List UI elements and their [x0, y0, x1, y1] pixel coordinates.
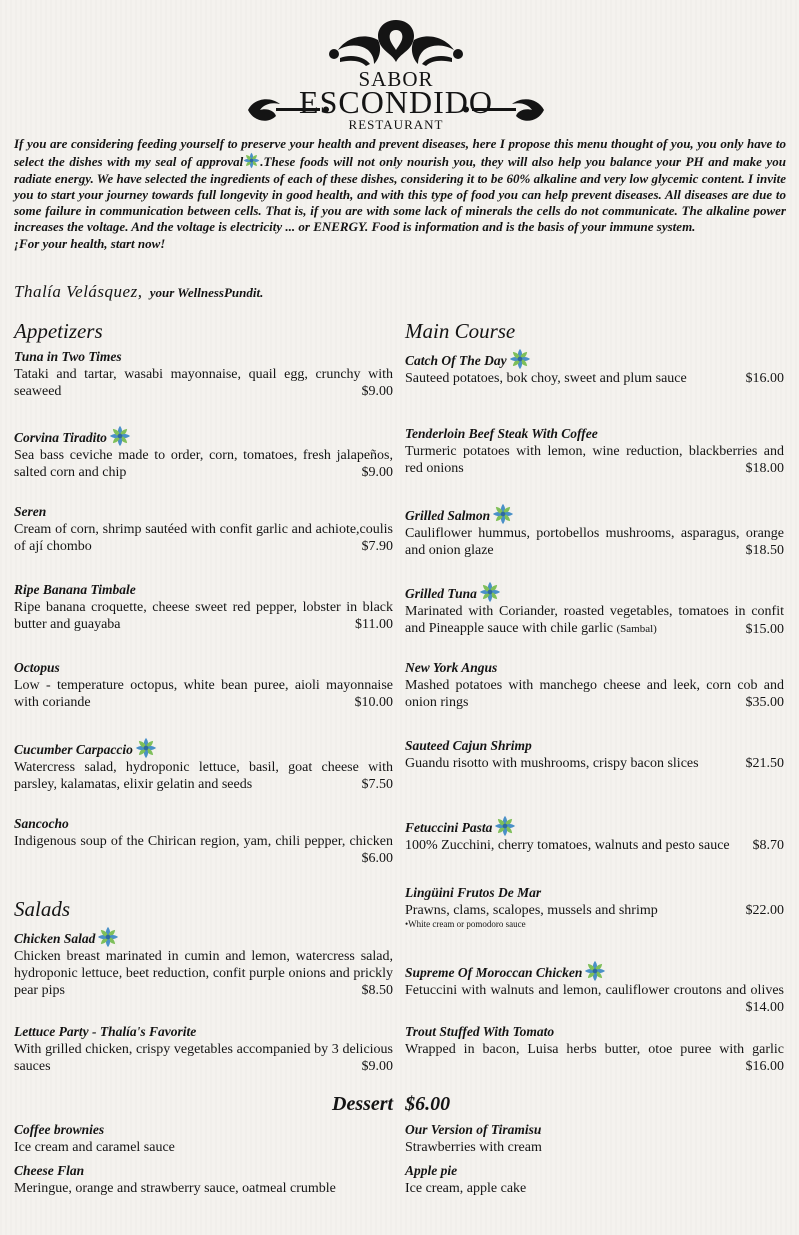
intro-part-2: .These foods will not only nourish you, they will also help you balance your PH and make you radiate energy. We have selected the ingredients of each of these dishes, considering it to be 60% alkaline and very low glycemic content. I invite you to start your journey towards full longevity in good health, and with this type of food you can help prevent diseases. All diseases are due to some failure in communication between cells. That is, if you are with some lack of minerals the cells do not communicate. The alkaline power increases the voltage. And the voltage is electricity ... or ENERGY. Food is information and is the basis of your immune system. — [14, 154, 786, 235]
menu-item — [14, 425, 393, 481]
menu-item-name — [405, 581, 784, 603]
brand-name: ESCONDIDO — [299, 84, 493, 120]
menu-item-name-text: Tuna in Two Times — [14, 349, 122, 364]
menu-item — [405, 737, 784, 772]
menu-item-price: $9.00 — [361, 384, 393, 399]
menu-item-name — [14, 1023, 393, 1041]
menu-item-name-text: Catch Of The Day — [405, 353, 507, 368]
menu-item-price: $22.00 — [745, 903, 784, 918]
menu-item-description — [405, 525, 784, 559]
menu-item — [14, 659, 393, 711]
intro-part-1: If you are considering feeding yourself to preserve your health and prevent diseases, here I propose this menu thought of you, you only have to select the dishes with my seal of approval — [14, 136, 786, 170]
dessert-title: Dessert — [332, 1093, 394, 1115]
menu-item-name — [14, 659, 393, 677]
menu-item-name-text: Supreme Of Moroccan Chicken — [405, 965, 583, 980]
menu-item — [14, 737, 393, 793]
menu-item-price: $11.00 — [355, 617, 393, 632]
menu-item-description — [405, 755, 784, 772]
menu-item — [405, 581, 784, 638]
menu-item-price: $15.00 — [745, 622, 784, 637]
menu-item — [405, 348, 784, 387]
menu-item-name — [405, 815, 784, 837]
menu-item-name-text: Grilled Tuna — [405, 586, 477, 601]
menu-item-description — [14, 599, 393, 633]
dessert-item-name: Coffee brownies — [14, 1122, 105, 1137]
salads-title: Salads — [14, 897, 71, 921]
dessert-item-description: Strawberries with cream — [405, 1140, 542, 1155]
menu-item-price: $21.50 — [745, 756, 784, 771]
brand-line-1: SABOR — [358, 67, 434, 91]
seal-icon — [135, 737, 157, 759]
seal-icon — [584, 960, 606, 982]
dessert-header — [332, 1092, 450, 1116]
menu-item-name-text: New York Angus — [405, 660, 498, 675]
menu-item-description — [405, 443, 784, 477]
dessert-item-name: Apple pie — [405, 1163, 458, 1178]
menu-item-desc-text: Wrapped in bacon, Luisa herbs butter, otoe puree with garlic — [405, 1042, 784, 1057]
menu-item-desc-text: Ripe banana croquette, cheese sweet red pepper, lobster in black butter and guayaba — [14, 600, 393, 632]
seal-icon — [492, 503, 514, 525]
dessert-item-description: Ice cream, apple cake — [405, 1181, 527, 1196]
menu-item-desc-text: Guandu risotto with mushrooms, crispy bacon slices — [405, 756, 699, 771]
dessert-price: $6.00 — [405, 1093, 451, 1115]
menu-item-name — [14, 348, 393, 366]
dessert-item — [405, 1121, 784, 1156]
menu-item — [14, 348, 393, 400]
menu-item-description — [405, 902, 784, 919]
menu-item-name-text: Tenderloin Beef Steak With Coffee — [405, 426, 598, 441]
menu-item-name-text: Lettuce Party - Thalía's Favorite — [14, 1024, 197, 1039]
menu-item-description — [14, 948, 393, 999]
menu-item-description — [14, 447, 393, 481]
menu-item-name — [405, 348, 784, 370]
menu-item-name-text: Ripe Banana Timbale — [14, 582, 136, 597]
menu-item — [14, 581, 393, 633]
seal-icon — [109, 425, 131, 447]
menu-item-desc-text: 100% Zucchini, cherry tomatoes, walnuts and pesto sauce — [405, 838, 730, 853]
appetizers-title: Appetizers — [14, 319, 103, 343]
menu-item-description — [14, 366, 393, 400]
dessert-item — [14, 1121, 393, 1156]
menu-item-name — [405, 737, 784, 755]
menu-item-price: $9.00 — [361, 1059, 393, 1074]
menu-item-desc-note: (Sambal) — [616, 623, 657, 635]
menu-item-price: $18.00 — [745, 461, 784, 476]
menu-item-desc-text: Chicken breast marinated in cumin and lemon, watercress salad, hydroponic lettuce, beet reduction, confit purple onions and prickly pear pips — [14, 949, 393, 998]
menu-item-price: $10.00 — [354, 695, 393, 710]
seal-icon — [479, 581, 501, 603]
menu-item-name-text: Cucumber Carpaccio — [14, 742, 133, 757]
menu-item — [405, 960, 784, 1016]
seal-icon — [494, 815, 516, 837]
main-course-title: Main Course — [405, 319, 516, 343]
menu-item — [405, 659, 784, 711]
menu-item-description — [14, 833, 393, 867]
seal-icon — [97, 926, 119, 948]
menu-item-name-text: Grilled Salmon — [405, 508, 491, 523]
menu-item-name-text: Sancocho — [14, 816, 69, 831]
menu-item-description — [405, 1041, 784, 1075]
menu-item-name — [14, 425, 393, 447]
menu-item-description — [405, 837, 784, 854]
menu-item-name-text: Chicken Salad — [14, 931, 96, 946]
seal-icon — [509, 348, 531, 370]
menu-item-desc-text: Sauteed potatoes, bok choy, sweet and plum sauce — [405, 371, 687, 386]
menu-item — [405, 503, 784, 559]
brand-line-3: RESTAURANT — [348, 117, 444, 132]
menu-item-name-text: Trout Stuffed With Tomato — [405, 1024, 555, 1039]
dessert-item-name: Cheese Flan — [14, 1163, 85, 1178]
menu-item-name — [405, 659, 784, 677]
menu-item — [14, 815, 393, 867]
menu-item-desc-text: Tataki and tartar, wasabi mayonnaise, quail egg, crunchy with seaweed — [14, 367, 393, 399]
menu-item — [405, 1023, 784, 1075]
menu-item-desc-text: Cream of corn, shrimp sautéed with confit garlic and achiote,coulis of ají chombo — [14, 522, 393, 554]
menu-item-price: $8.50 — [361, 983, 393, 998]
menu-item-description — [14, 521, 393, 555]
intro-closing: ¡For your health, start now! — [14, 235, 166, 251]
seal-icon — [243, 152, 260, 169]
menu-item — [14, 926, 393, 999]
menu-item-desc-text: With grilled chicken, crispy vegetables accompanied by 3 delicious sauces — [14, 1042, 393, 1074]
menu-item-name-text: Corvina Tiradito — [14, 430, 107, 445]
menu-item-name — [405, 884, 784, 902]
menu-item-price: $8.70 — [752, 838, 784, 853]
menu-item-description — [405, 603, 784, 638]
dessert-item-description: Meringue, orange and strawberry sauce, oatmeal crumble — [14, 1181, 336, 1196]
menu-item-price: $9.00 — [361, 465, 393, 480]
menu-item — [14, 503, 393, 555]
menu-item-name-text: Octopus — [14, 660, 60, 675]
menu-item-desc-text: Turmeric potatoes with lemon, wine reduction, blackberries and red onions — [405, 444, 784, 476]
menu-item-name — [405, 960, 784, 982]
restaurant-logo — [246, 14, 546, 136]
menu-item-name — [405, 503, 784, 525]
menu-item-desc-text: Fetuccini with walnuts and lemon, cauliflower croutons and olives — [405, 983, 784, 998]
signature-name: Thalía Velásquez, — [14, 282, 143, 301]
menu-item-desc-text: Sea bass ceviche made to order, corn, tomatoes, fresh jalapeños, salted corn and chip — [14, 448, 393, 480]
menu-item-name — [14, 503, 393, 521]
menu-item-name — [405, 1023, 784, 1041]
menu-item-price: $7.50 — [361, 777, 393, 792]
menu-item — [405, 815, 784, 854]
menu-item-name-text: Seren — [14, 504, 47, 519]
signature-title: your WellnessPundit. — [149, 285, 264, 300]
menu-item-name — [14, 815, 393, 833]
dessert-item — [14, 1162, 393, 1197]
signature — [14, 282, 263, 302]
menu-item-description — [405, 982, 784, 1016]
menu-item-desc-text: Prawns, clams, scalopes, mussels and shrimp — [405, 903, 658, 918]
menu-item-name-text: Sauteed Cajun Shrimp — [405, 738, 532, 753]
menu-item-desc-text: Indigenous soup of the Chirican region, yam, chili pepper, chicken — [14, 834, 393, 849]
menu-item-desc-text: Mashed potatoes with manchego cheese and leek, corn cob and onion rings — [405, 678, 784, 710]
menu-item-name — [405, 425, 784, 443]
menu-item — [405, 884, 784, 929]
menu-item-name — [14, 926, 393, 948]
menu-item-description — [14, 677, 393, 711]
menu-item-price: $16.00 — [745, 371, 784, 386]
menu-item-name-text: Lingüini Frutos De Mar — [405, 885, 542, 900]
menu-item-description — [405, 677, 784, 711]
menu-item-price: $7.90 — [361, 539, 393, 554]
menu-item-desc-text: Marinated with Coriander, roasted vegetables, tomatoes in confit and Pineapple sauce with chile garlic — [405, 604, 784, 636]
menu-item-description — [14, 759, 393, 793]
menu-item-name — [14, 581, 393, 599]
menu-item-name-text: Fetuccini Pasta — [405, 820, 493, 835]
menu-item-desc-text: Watercress salad, hydroponic lettuce, basil, goat cheese with parsley, kalamatas, elixir gelatin and seeds — [14, 760, 393, 792]
menu-item — [405, 425, 784, 477]
menu-item-description — [14, 1041, 393, 1075]
menu-item-desc-text: Low - temperature octopus, white bean puree, aioli mayonnaise with coriande — [14, 678, 393, 710]
menu-item-price: $14.00 — [745, 1000, 784, 1015]
menu-item-price: $6.00 — [361, 851, 393, 866]
menu-item-name — [14, 737, 393, 759]
menu-item-price: $18.50 — [745, 543, 784, 558]
menu-item-desc-text: Cauliflower hummus, portobellos mushrooms, asparagus, orange and onion glaze — [405, 526, 784, 558]
menu-item-price: $16.00 — [745, 1059, 784, 1074]
dessert-item-name: Our Version of Tiramisu — [405, 1122, 542, 1137]
menu-item — [14, 1023, 393, 1075]
menu-item-note: •White cream or pomodoro sauce — [405, 919, 526, 929]
menu-item-price: $35.00 — [745, 695, 784, 710]
intro-text — [14, 136, 786, 252]
dessert-item — [405, 1162, 784, 1197]
dessert-item-description: Ice cream and caramel sauce — [14, 1140, 175, 1155]
menu-item-description — [405, 370, 784, 387]
